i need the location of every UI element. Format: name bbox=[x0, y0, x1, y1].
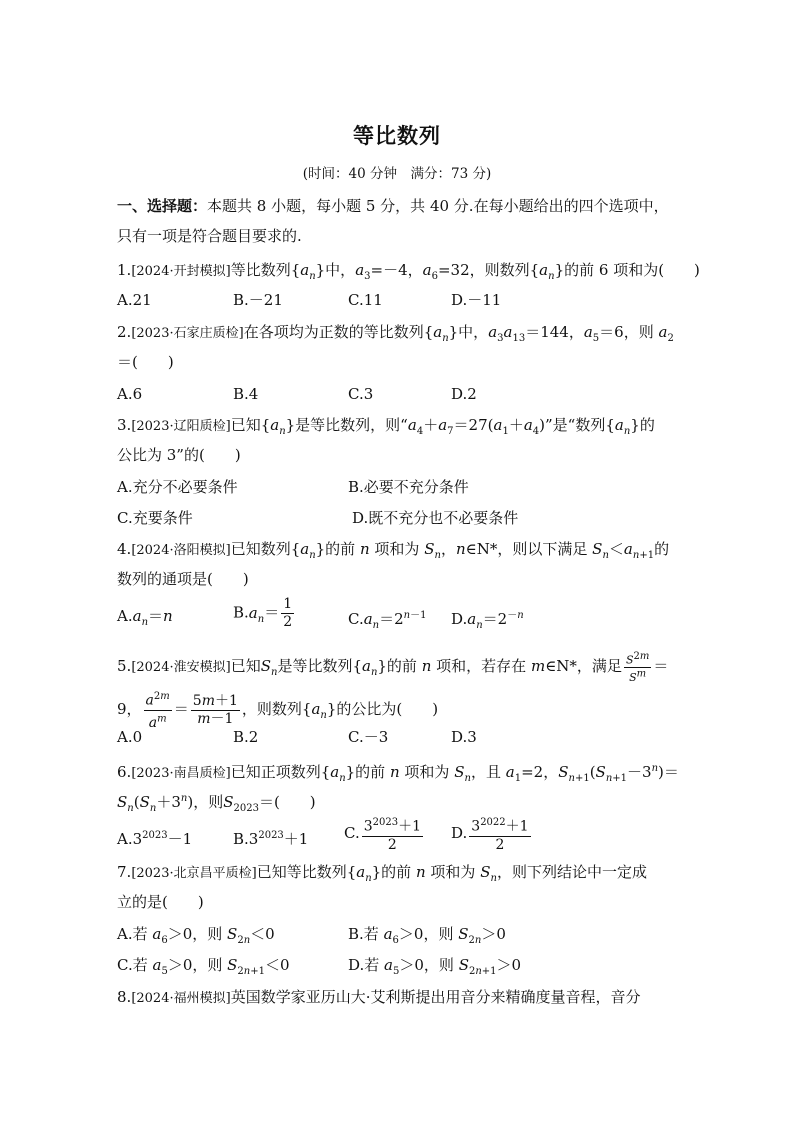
option-label: C.若 bbox=[117, 956, 148, 974]
q6-text: ，则 bbox=[193, 793, 224, 811]
q5-option-b: B.2 bbox=[233, 728, 259, 746]
q6-text: ＝( ) bbox=[258, 793, 316, 811]
question-6: 6.[2023·南昌质检]已知正项数列$\{a_n\}$的前 n 项和为 $S_n$，且 $a_1=2$，$S_{n+1}(S_{n+1}-3^n)=$ bbox=[117, 763, 679, 784]
option-label: A. bbox=[117, 830, 133, 848]
q5-text: }的前 bbox=[377, 657, 417, 676]
question-number: 8. bbox=[117, 988, 132, 1006]
option-label: B.若 bbox=[348, 925, 379, 943]
section-text-2: 只有一项是符合题目要求的. bbox=[117, 227, 302, 245]
q2-option-a: A.6 bbox=[117, 385, 143, 403]
q1-option-d: D.－11 bbox=[451, 291, 502, 309]
q6-text: 项和为 bbox=[404, 763, 450, 781]
q6-option-c bbox=[344, 814, 425, 854]
question-2-line-2: ＝( ) bbox=[117, 353, 174, 371]
q5-text: ∈N*，满足 bbox=[545, 657, 622, 676]
fraction: $\frac{3^{2023}+1}{2}$ bbox=[362, 814, 423, 854]
q3-text: )”是“数列{ bbox=[539, 416, 615, 434]
question-source: [2023·石家庄质检] bbox=[131, 326, 244, 341]
q5-option-d: D.3 bbox=[451, 728, 477, 746]
question-source: [2024·开封模拟] bbox=[131, 264, 231, 279]
question-number: 6. bbox=[117, 763, 132, 781]
q2-option-d: D.2 bbox=[451, 385, 477, 403]
q6-option-b: $B.3^{2023}+1$ bbox=[233, 830, 309, 848]
question-source: [2023·南昌质检] bbox=[131, 766, 231, 781]
q7-text: 项和为 bbox=[430, 863, 476, 881]
question-source: [2024·洛阳模拟] bbox=[131, 543, 231, 558]
q5-text: 9， bbox=[117, 700, 142, 719]
question-7-line-2: 立的是( ) bbox=[117, 893, 204, 911]
q4-option-b: $B.a_n=$ $\frac{1}{2}$ bbox=[233, 596, 293, 630]
question-number: 2. bbox=[117, 323, 132, 341]
section-instructions bbox=[117, 196, 669, 216]
page-title: 等比数列 bbox=[353, 123, 441, 148]
question-5-line-2: 9， $\frac{a^{2m}}{a^m}$ ＝ $\frac{5m+1}{m-1}$ ，则数列$\{a_n\}$的公比为( ) bbox=[117, 688, 438, 732]
q3-text: }的 bbox=[630, 416, 655, 434]
q6-text: ，且 bbox=[470, 763, 501, 781]
question-number: 3. bbox=[117, 416, 132, 434]
q1-option-b: B.－21 bbox=[233, 291, 283, 309]
question-4-line-2: 数列的通项是( ) bbox=[117, 570, 249, 588]
fraction: $\frac{5m+1}{m-1}$ bbox=[192, 692, 238, 727]
q7-option-b: B.若 $a_6>0$，则 $S_{2n}>0$ bbox=[348, 925, 506, 946]
q4-option-d: $D.a_n=2^{-n}$ bbox=[451, 610, 524, 631]
question-number: 1. bbox=[117, 261, 132, 279]
question-7: 7.[2023·北京昌平质检]已知等比数列$\{a_n\}$的前 n 项和为 $S_n$，则下列结论中一定成 bbox=[117, 863, 647, 884]
question-2: 2.[2023·石家庄质检]在各项均为正数的等比数列$\{a_n\}$中，$a_3a_{13}=144$，$a_5=6$，则 $a_2$ bbox=[117, 323, 674, 344]
q5-text: 已知 bbox=[230, 657, 261, 676]
question-3: 3.[2023·辽阳质检]已知$\{a_n\}$是等比数列，则“$a_4+a_7=27(a_1+a_4)$”是“数列$\{a_n\}$的 bbox=[117, 416, 655, 437]
q1-text: }中， bbox=[315, 261, 356, 279]
question-1: 1.[2024·开封模拟]等比数列$\{a_n\}$中，$a_3=-4$，$a_6=32$，则数列$\{a_n\}$的前 6 项和为( ) bbox=[117, 261, 700, 282]
q3-option-d: D.既不充分也不必要条件 bbox=[352, 509, 519, 527]
q4-option-a: $A.a_n=n$ bbox=[117, 607, 173, 628]
q6-option-d bbox=[451, 814, 533, 854]
q8-text: 英国数学家亚历山大·艾利斯提出用音分来精确度量音程，音分 bbox=[230, 988, 641, 1006]
q7-text: 已知等比数列{ bbox=[256, 863, 357, 881]
q3-text: }是等比数列，则“ bbox=[285, 416, 408, 434]
q7-option-a: A.若 $a_6>0$，则 $S_{2n}<0$ bbox=[117, 925, 275, 946]
q7-option-d: D.若 $a_5>0$，则 $S_{2n+1}>0$ bbox=[348, 956, 522, 977]
q1-text: =32，则数列{ bbox=[437, 261, 540, 279]
question-number: 7. bbox=[117, 863, 132, 881]
q1-option-c: C.11 bbox=[348, 291, 383, 309]
option-label: C. bbox=[348, 610, 364, 628]
option-label: C. bbox=[344, 823, 360, 842]
q2-text: }中， bbox=[448, 323, 489, 341]
q2-text: 在各项均为正数的等比数列{ bbox=[243, 323, 434, 341]
fraction: $\frac{1}{2}$ bbox=[283, 596, 293, 630]
q6-text: =2， bbox=[521, 763, 559, 781]
question-number: 4. bbox=[117, 540, 132, 558]
section-text-1: 本题共 8 小题，每小题 5 分，共 40 分.在每小题给出的四个选项中， bbox=[207, 197, 669, 215]
q2-option-b: B.4 bbox=[233, 385, 259, 403]
q3-option-b: B.必要不充分条件 bbox=[348, 478, 469, 496]
q2-text: ＝144， bbox=[525, 323, 584, 341]
question-5: 5.[2024·淮安模拟]已知$S_n$是等比数列$\{a_n\}$的前 n 项和，若存在 m∈N*，满足 $\frac{S^{2m}}{S^m}$ ＝ bbox=[117, 651, 669, 685]
option-label: B. bbox=[233, 830, 249, 848]
q4-option-c: $C.a_n=2^{n-1}$ bbox=[348, 610, 427, 631]
q6-text: 已知正项数列{ bbox=[230, 763, 331, 781]
fraction: $\frac{a^{2m}}{a^m}$ bbox=[144, 688, 172, 732]
q3-option-c: C.充要条件 bbox=[117, 509, 193, 527]
q1-text: }的前 6 项和为( ) bbox=[554, 261, 700, 279]
question-source: [2023·辽阳质检] bbox=[131, 419, 231, 434]
q1-option-a: A.21 bbox=[117, 291, 152, 309]
option-label: D. bbox=[451, 610, 468, 628]
question-number: 5. bbox=[117, 657, 132, 676]
q5-text: 项和，若存在 bbox=[436, 657, 527, 676]
q3-text: ＝27( bbox=[453, 416, 494, 434]
question-source: [2024·淮安模拟] bbox=[131, 660, 231, 676]
fraction: $\frac{S^{2m}}{S^m}$ bbox=[625, 651, 650, 685]
option-label: D. bbox=[451, 823, 468, 842]
q7-text: }的前 bbox=[371, 863, 412, 881]
q7-text: ，则下列结论中一定成 bbox=[496, 863, 647, 881]
q6-text: }的前 bbox=[345, 763, 386, 781]
question-8 bbox=[117, 987, 640, 1009]
fraction: $\frac{3^{2022}+1}{2}$ bbox=[469, 814, 530, 854]
q1-text: =－4， bbox=[370, 261, 423, 279]
q3-option-a: A.充分不必要条件 bbox=[117, 478, 238, 496]
q4-text: ∈N*，则以下满足 bbox=[465, 540, 588, 558]
q2-text: ＝6，则 bbox=[599, 323, 654, 341]
q4-text: 项和为 bbox=[374, 540, 420, 558]
q5-option-c: C.－3 bbox=[348, 728, 389, 746]
question-6-line-2: $S_n(S_n+3^n)$，则$S_{2023}=$( ) bbox=[117, 793, 316, 814]
q2-option-c: C.3 bbox=[348, 385, 374, 403]
option-label: A.若 bbox=[117, 925, 148, 943]
q5-text: ，则数列{ bbox=[241, 700, 312, 719]
q4-text: 已知数列{ bbox=[230, 540, 301, 558]
question-source: [2024·福州模拟] bbox=[131, 991, 231, 1006]
q7-option-c: C.若 $a_5>0$，则 $S_{2n+1}<0$ bbox=[117, 956, 290, 977]
exam-info: (时间：40 分钟 满分：73 分) bbox=[302, 166, 492, 182]
q5-text: 是等比数列{ bbox=[277, 657, 362, 676]
q1-text: 等比数列{ bbox=[230, 261, 301, 279]
q4-text: ， bbox=[440, 540, 456, 558]
q5-option-a: A.0 bbox=[117, 728, 143, 746]
option-label: A. bbox=[117, 607, 133, 625]
question-source: [2023·北京昌平质检] bbox=[131, 866, 257, 881]
q6-option-a: $A.3^{2023}-1$ bbox=[117, 830, 193, 848]
q4-text: }的前 bbox=[315, 540, 356, 558]
q5-text: }的公比为( ) bbox=[326, 700, 439, 719]
option-label: D.若 bbox=[348, 956, 380, 974]
question-3-line-2: 公比为 3”的( ) bbox=[117, 446, 241, 464]
section-heading: 一、选择题： bbox=[117, 197, 208, 215]
question-4: 4.[2024·洛阳模拟]已知数列$\{a_n\}$的前 n 项和为 $S_n$，n∈N*，则以下满足 $S_n<a_{n+1}$的 bbox=[117, 540, 670, 561]
option-label: B. bbox=[233, 603, 249, 622]
q3-text: 已知{ bbox=[230, 416, 271, 434]
